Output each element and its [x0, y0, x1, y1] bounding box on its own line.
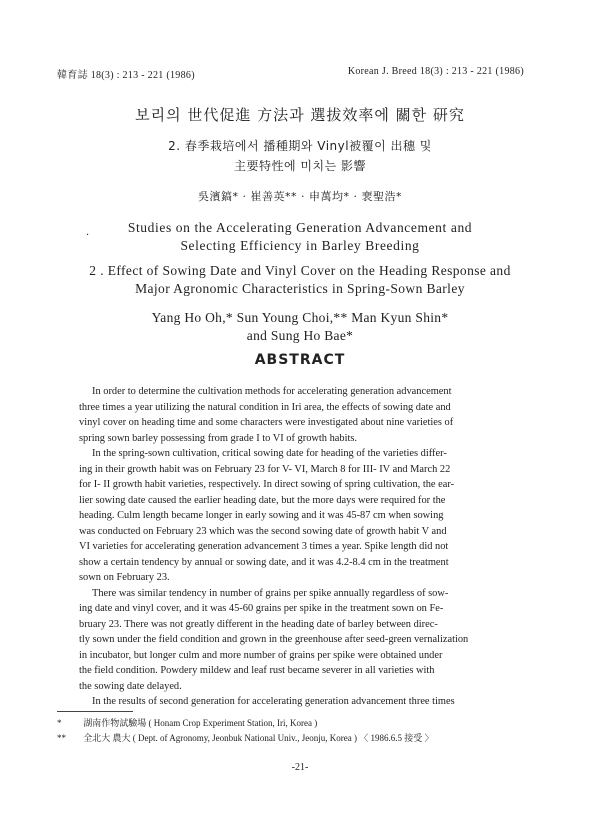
abstract-line: lier sowing date caused the earlier heading date, but the more days were required for the	[79, 494, 446, 506]
abstract-line: VI varieties for accelerating generation advancement 3 times a year. Spike length did not	[79, 541, 449, 552]
abstract-line: There was similar tendency in number of grains per spike annually regardless of sow-	[92, 587, 449, 599]
english-series-title-line1: Studies on the Accelerating Generation Advancement and	[127, 220, 473, 235]
page-number: -21-	[291, 762, 309, 773]
journal-citation-korean: 韓育誌 18(3) : 213 - 221 (1986)	[57, 70, 195, 81]
abstract-line: In the spring-sown cultivation, critical sowing date for heading of the varieties differ-	[92, 448, 447, 459]
abstract-line: tly sown under the field condition and grown in the greenhouse after seed-green vernalization	[79, 634, 469, 645]
abstract-line: ing date and vinyl cover, and it was 45-60 grains per spike in the treatment sown on Fe-	[79, 603, 444, 614]
abstract-line: bruary 23. There was not greatly different in the heading date of barley between direc-	[79, 618, 438, 630]
abstract-line: the sowing date delayed.	[79, 680, 182, 692]
korean-paper-title-line1: 2. 春季栽培에서 播種期와 Vinyl被覆이 出穗 및	[168, 139, 432, 153]
abstract-body	[79, 384, 526, 710]
abstract-line: In order to determine the cultivation methods for accelerating generation advancement	[92, 386, 452, 397]
journal-citation-english: Korean J. Breed 18(3) : 213 - 221 (1986)	[347, 66, 524, 77]
english-authors-line2: and Sung Ho Bae*	[246, 328, 354, 343]
abstract-line: in incubator, but longer culm and more number of grains per spike were obtained under	[79, 649, 443, 661]
korean-series-title: 보리의 世代促進 方法과 選拔效率에 關한 研究	[135, 106, 465, 124]
english-paper-title-line1: 2 . Effect of Sowing Date and Vinyl Cover on the Heading Response and	[89, 263, 511, 278]
footnote-1-text: 湖南作物試驗場 ( Honam Crop Experiment Station, Iri, Korea )	[83, 718, 318, 728]
abstract-line: sown on February 23.	[79, 572, 170, 583]
english-series-title-line2: Selecting Efficiency in Barley Breeding	[180, 238, 420, 253]
abstract-heading: ABSTRACT	[254, 352, 346, 368]
abstract-line: was conducted on February 23 which was the second sowing date of growth habit V and	[79, 525, 447, 537]
footnote-2-mark: **	[57, 733, 66, 743]
footnote-rule	[57, 711, 133, 712]
korean-authors: 吳濱鎬* · 崔善英** · 申萬均* · 裵聖浩*	[198, 190, 402, 203]
abstract-line: for I- II growth habit varieties, respectively. In direct sowing of spring cultivation, the ear-	[79, 479, 455, 490]
english-authors-line1: Yang Ho Oh,* Sun Young Choi,** Man Kyun Shin*	[151, 310, 449, 325]
abstract-line: spring sown barley possessing from grade I to VI of growth habits.	[79, 432, 358, 444]
footnote-2	[57, 731, 434, 744]
abstract-line: vinyl cover on heading time and some characters were investigated about nine varieties of	[79, 417, 454, 428]
footnote-2-text: 全北大 農大 ( Dept. of Agronomy, Jeonbuk National Univ., Jeonju, Korea ) 〈 1986.6.5 接受 〉	[83, 733, 434, 743]
abstract-line: In the results of second generation for accelerating generation advancement three times	[92, 696, 455, 707]
footnote-1	[57, 716, 317, 729]
english-paper-title-line2: Major Agronomic Characteristics in Spring-Sown Barley	[135, 281, 465, 296]
abstract-line: the field condition. Powdery mildew and leaf rust became severer in all varieties with	[79, 665, 435, 676]
abstract-line: ing in their growth habit was on February 23 for V- VI, March 8 for III- IV and March 22	[79, 463, 451, 475]
abstract-line: heading. Culm length became longer in early sowing and it was 45-87 cm when sowing	[79, 510, 444, 521]
footnote-1-mark: *	[57, 718, 62, 728]
abstract-line: three times a year utilizing the natural condition in Iri area, the effects of sowing date and	[79, 401, 451, 413]
korean-paper-title-line2: 主要特性에 미치는 影響	[234, 159, 366, 173]
margin-dot: ·	[86, 230, 90, 241]
abstract-line: show a certain tendency by annual or sowing date, and it was 4.2-8.4 cm in the treatment	[79, 556, 449, 568]
